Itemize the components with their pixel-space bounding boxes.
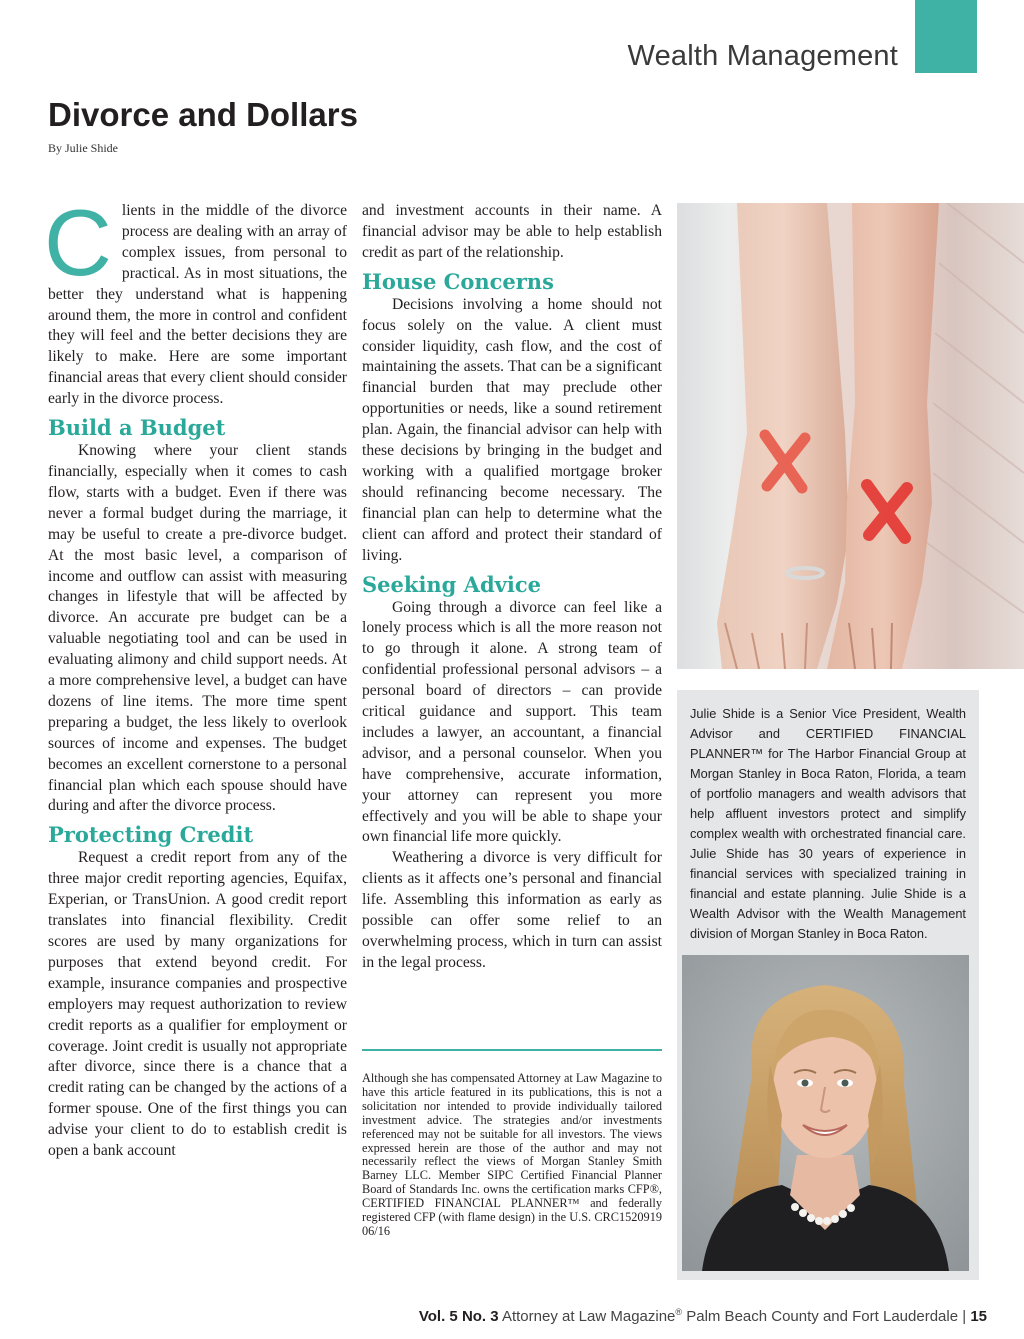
advice-paragraph-1: Going through a divorce can feel like a lonely process which is all the more reason not to go through it alone. A strong team of confidential professional personal advisors – a personal board of directors – can provide critical guidance and support. This team includes a lawyer, an accountant, a financial advisor, and a personal counselor. When you have comprehensive, accurate information, your attorney can represent you more effectively and you will be able to shape your own financial life more quickly. bbox=[362, 598, 662, 846]
intro-text: lients in the middle of the divorce process are dealing with an array of complex issues, from personal to practical. As in most situations, the better they understand what is happening around them, the more in control and confident they will feel and the better decisions they are likely to make. Here are some important financial areas that every client should consider early in the divorce process. bbox=[48, 202, 347, 408]
footer-page-number: 15 bbox=[970, 1308, 987, 1325]
page-footer bbox=[419, 1307, 987, 1325]
heading-seeking-advice: Seeking Advice bbox=[362, 571, 541, 597]
footer-magazine: Attorney at Law Magazine bbox=[501, 1308, 676, 1325]
budget-paragraph: Knowing where your client stands financially, especially when it comes to cash flow, starts with a budget. Even if there was never a formal budget during the marriage, it may be useful to create a pre-divorce budget. At the most basic level, a comparison of income and outflow can assist with measuring changes in lifestyle that will be affected by divorce. An accurate pre budget can be a valuable negotiating tool and can be used in evaluating alimony and child support needs. At a more comprehensive level, a budget can have dozens of line items. The more time spent preparing a budget, the less likely to overlook sources of income and expenses. The budget becomes an excellent cornerstone to a personal financial plan which each spouse should have during and after the divorce process. bbox=[48, 442, 347, 815]
heading-house-concerns: House Concerns bbox=[362, 268, 554, 294]
article-byline: By Julie Shide bbox=[48, 141, 119, 155]
article-column-1 bbox=[44, 190, 347, 1162]
drop-cap: C bbox=[44, 190, 112, 295]
hands-with-x-marks-photo bbox=[677, 203, 1024, 669]
author-bio-box bbox=[677, 690, 979, 1280]
article-column-2 bbox=[362, 201, 662, 974]
disclaimer-divider bbox=[362, 1049, 662, 1051]
footer-edition: Palm Beach County and Fort Lauderdale bbox=[686, 1308, 959, 1325]
intro-paragraph bbox=[44, 190, 347, 410]
portrait-illustration bbox=[682, 955, 969, 1271]
advice-paragraph-2: Weathering a divorce is very difficult for clients as it affects one’s personal and financial life. Assembling this information as early as possible can offer some relief to an overwhelming process, which in turn can assist in the legal process. bbox=[362, 849, 662, 971]
author-bio-text: Julie Shide is a Senior Vice President, Wealth Advisor and CERTIFIED FINANCIAL PLANNER™ for The Harbor Financial Group at Morgan Stanley in Boca Raton, Florida, a team of portfolio managers and wealth advisors that help affluent investors protect and simplify complex wealth with orchestrated financial care. Julie Shide has 30 years of experience in financial services with specialized training in financial and estate planning. Julie Shide is a Wealth Advisor with the Wealth Management division of Morgan Stanley in Boca Raton. bbox=[690, 706, 966, 941]
footer-volume: Vol. 5 No. 3 bbox=[418, 1308, 499, 1325]
hands-illustration bbox=[677, 203, 1024, 669]
disclaimer-text: Although she has compensated Attorney at Law Magazine to have this article featured in its publications, this is not a solicitation nor intended to provide individually tailored investment advice. The strategies and/or investments referenced may not be suitable for all investors. The views expressed herein are those of the author and may not necessarily reflect the views of Morgan Stanley Smith Barney LLC. Member SIPC Certified Financial Planner Board of Standards Inc. owns the certification marks CFP®, CERTIFIED FINANCIAL PLANNER™ and federally registered CFP (with flame design) in the U.S. CRC1520919 06/16 bbox=[362, 1071, 662, 1238]
heading-protecting-credit: Protecting Credit bbox=[48, 822, 254, 848]
credit-text-part-1: Request a credit report from any of the three major credit reporting agencies, Equifax, Experian, or TransUnion. A good credit report translates into financial flexibility. Credit scores are used by many organizations for purposes that extend beyond credit. For example, insurance companies and prospective employers may request authorization to review credit reports as a qualifier for employment or coverage. Joint credit is usually not appropriate after divorce, since there is a chance that a credit rating can be changed by the actions of a former spouse. One of the first things you can advise your client to do to establish credit is open a bank account bbox=[48, 849, 347, 1160]
author-portrait-photo bbox=[682, 955, 969, 1271]
heading-build-a-budget: Build a Budget bbox=[48, 415, 226, 441]
section-title: Wealth Management bbox=[627, 40, 898, 72]
footer-separator: | bbox=[962, 1308, 967, 1325]
house-paragraph: Decisions involving a home should not focus solely on the value. A client must consider liquidity, cash flow, and the cost of maintaining the assets. That can be a significant financial burden that may preclude other opportunities or needs, like a sound retirement plan. Again, the financial advisor can help with these decisions by bringing in the budget and working with a qualified mortgage broker should refinancing become necessary. The financial plan can help to determine what the client can afford and protect their standard of living. bbox=[362, 295, 662, 564]
credit-paragraph bbox=[48, 848, 347, 1162]
header-accent-block bbox=[915, 0, 977, 73]
credit-paragraph-continued: and investment accounts in their name. A financial advisor may be able to help establish credit as part of the relationship. bbox=[362, 202, 662, 261]
footer-registered-mark: ® bbox=[675, 1307, 683, 1317]
article-title: Divorce and Dollars bbox=[48, 96, 358, 133]
